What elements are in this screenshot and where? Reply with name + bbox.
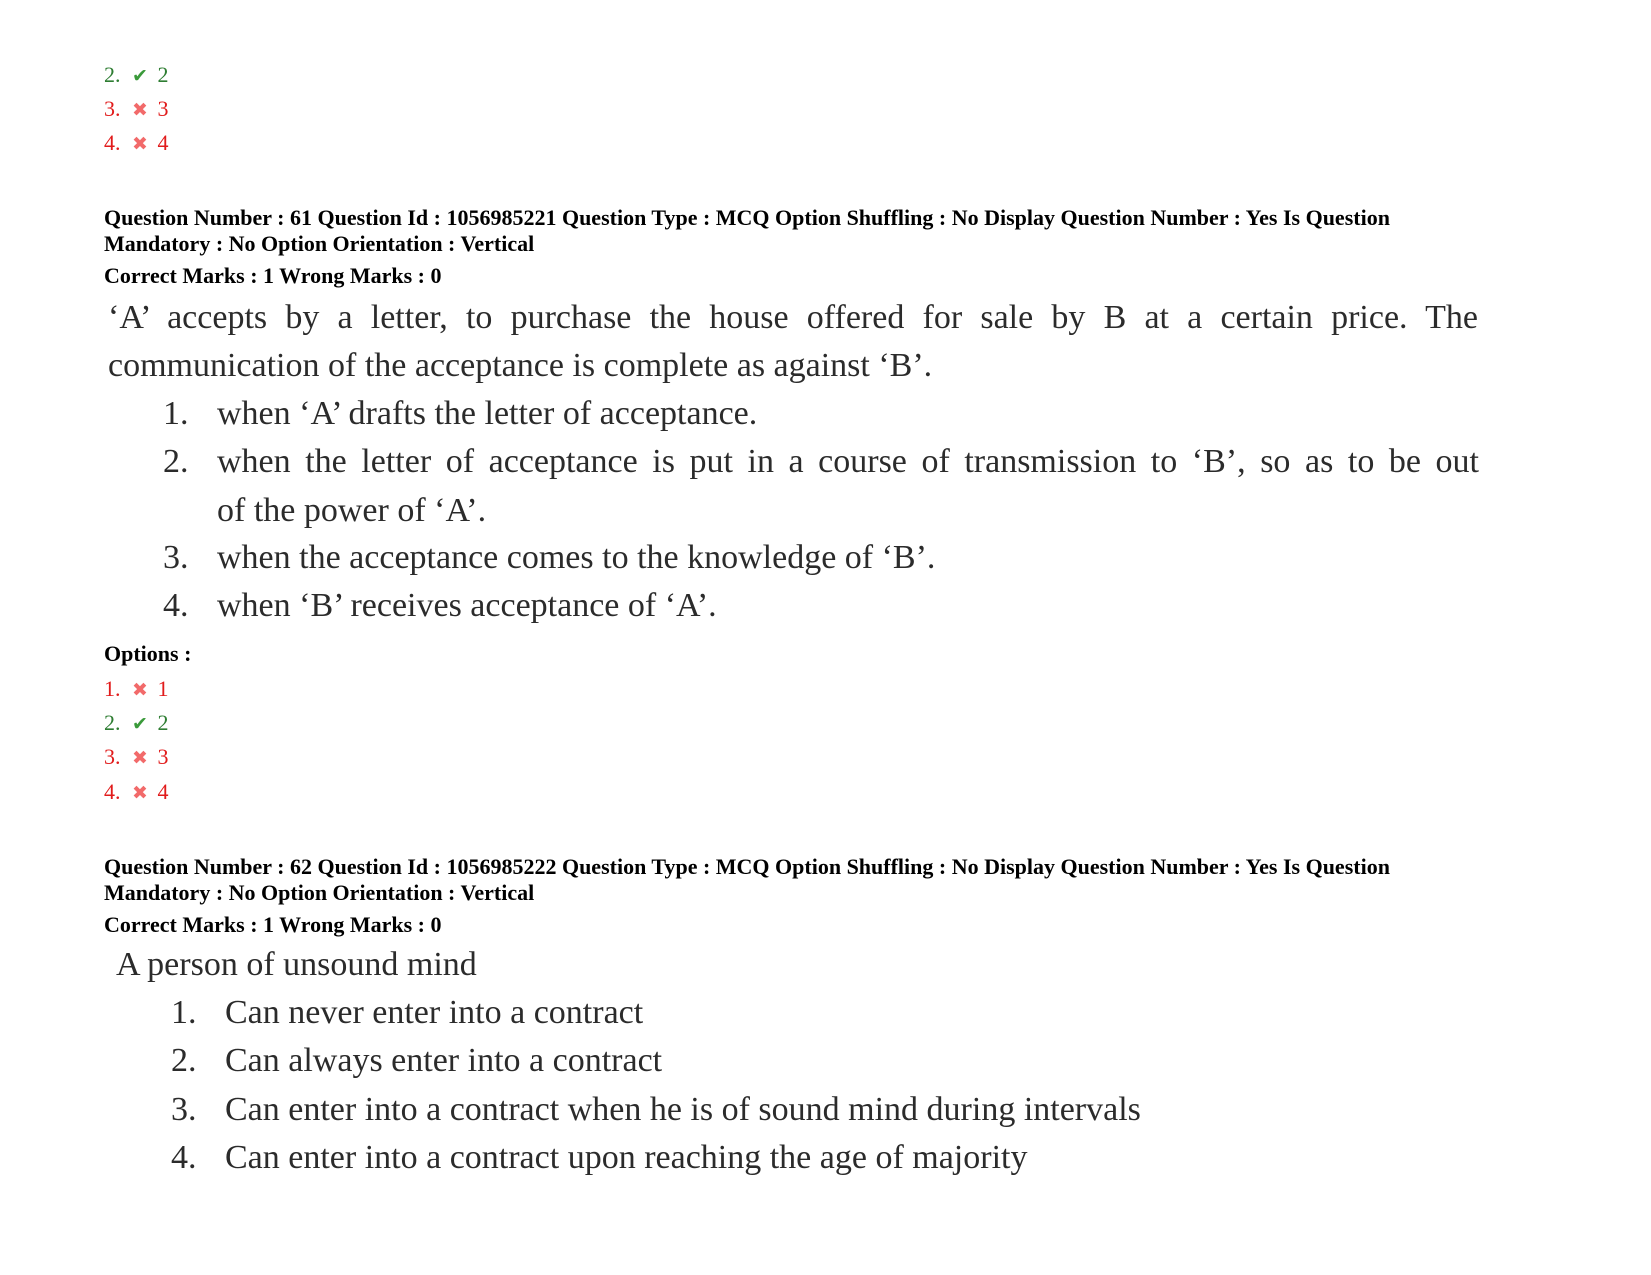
choice-text-continued: of the power of ‘A’. [217, 492, 487, 529]
option-number: 1. [104, 676, 121, 701]
wrong-cross-icon: ✖ [132, 680, 148, 701]
choice-text: when ‘B’ receives acceptance of ‘A’. [217, 587, 717, 624]
question-meta: Question Number : 62 Question Id : 1056985222 Question Type : MCQ Option Shuffling : No Display Question Number : Yes Is Question [104, 854, 1390, 879]
question-meta: Mandatory : No Option Orientation : Vertical [104, 880, 535, 905]
choice-text: when ‘A’ drafts the letter of acceptance. [217, 395, 758, 432]
choice-text: when the acceptance comes to the knowledge of ‘B’. [217, 539, 936, 576]
choice-text: Can enter into a contract when he is of sound mind during intervals [225, 1091, 1141, 1128]
option-value: 1 [157, 676, 169, 701]
option-row [104, 62, 169, 88]
option-value: 2 [157, 62, 169, 87]
option-number: 3. [104, 744, 121, 769]
wrong-cross-icon: ✖ [132, 134, 148, 155]
option-row [104, 779, 169, 805]
option-value: 4 [157, 779, 169, 804]
option-row [104, 676, 169, 702]
question-stem: ‘A’ accepts by a letter, to purchase the house offered for sale by B at a certain price. The [108, 299, 1478, 336]
choice-number: 3. [163, 539, 189, 576]
choice-number: 4. [171, 1139, 197, 1176]
choice-number: 1. [163, 395, 189, 432]
correct-check-icon: ✔ [132, 66, 148, 87]
choice-number: 2. [171, 1042, 197, 1079]
option-row [104, 710, 169, 736]
choice-number: 2. [163, 443, 189, 480]
wrong-cross-icon: ✖ [132, 748, 148, 769]
choice-number: 4. [163, 587, 189, 624]
option-row [104, 96, 169, 122]
option-value: 4 [157, 130, 169, 155]
option-number: 4. [104, 130, 121, 155]
wrong-cross-icon: ✖ [132, 100, 148, 121]
option-value: 2 [157, 710, 169, 735]
option-value: 3 [157, 96, 169, 121]
option-number: 4. [104, 779, 121, 804]
question-marks: Correct Marks : 1 Wrong Marks : 0 [104, 263, 442, 288]
choice-number: 3. [171, 1091, 197, 1128]
choice-text: when the letter of acceptance is put in a course of transmission to ‘B’, so as to be out [217, 443, 1479, 480]
option-number: 2. [104, 710, 121, 735]
option-number: 3. [104, 96, 121, 121]
correct-check-icon: ✔ [132, 714, 148, 735]
option-row [104, 744, 169, 770]
choice-text: Can enter into a contract upon reaching the age of majority [225, 1139, 1028, 1176]
question-meta: Question Number : 61 Question Id : 1056985221 Question Type : MCQ Option Shuffling : No Display Question Number : Yes Is Question [104, 205, 1390, 230]
question-stem: A person of unsound mind [116, 946, 477, 983]
options-label: Options : [104, 641, 192, 666]
option-row [104, 130, 169, 156]
option-value: 3 [157, 744, 169, 769]
wrong-cross-icon: ✖ [132, 783, 148, 804]
choice-text: Can always enter into a contract [225, 1042, 663, 1079]
option-number: 2. [104, 62, 121, 87]
question-stem: communication of the acceptance is complete as against ‘B’. [108, 347, 933, 384]
choice-text: Can never enter into a contract [225, 994, 644, 1031]
choice-number: 1. [171, 994, 197, 1031]
question-marks: Correct Marks : 1 Wrong Marks : 0 [104, 912, 442, 937]
question-meta: Mandatory : No Option Orientation : Vertical [104, 231, 535, 256]
